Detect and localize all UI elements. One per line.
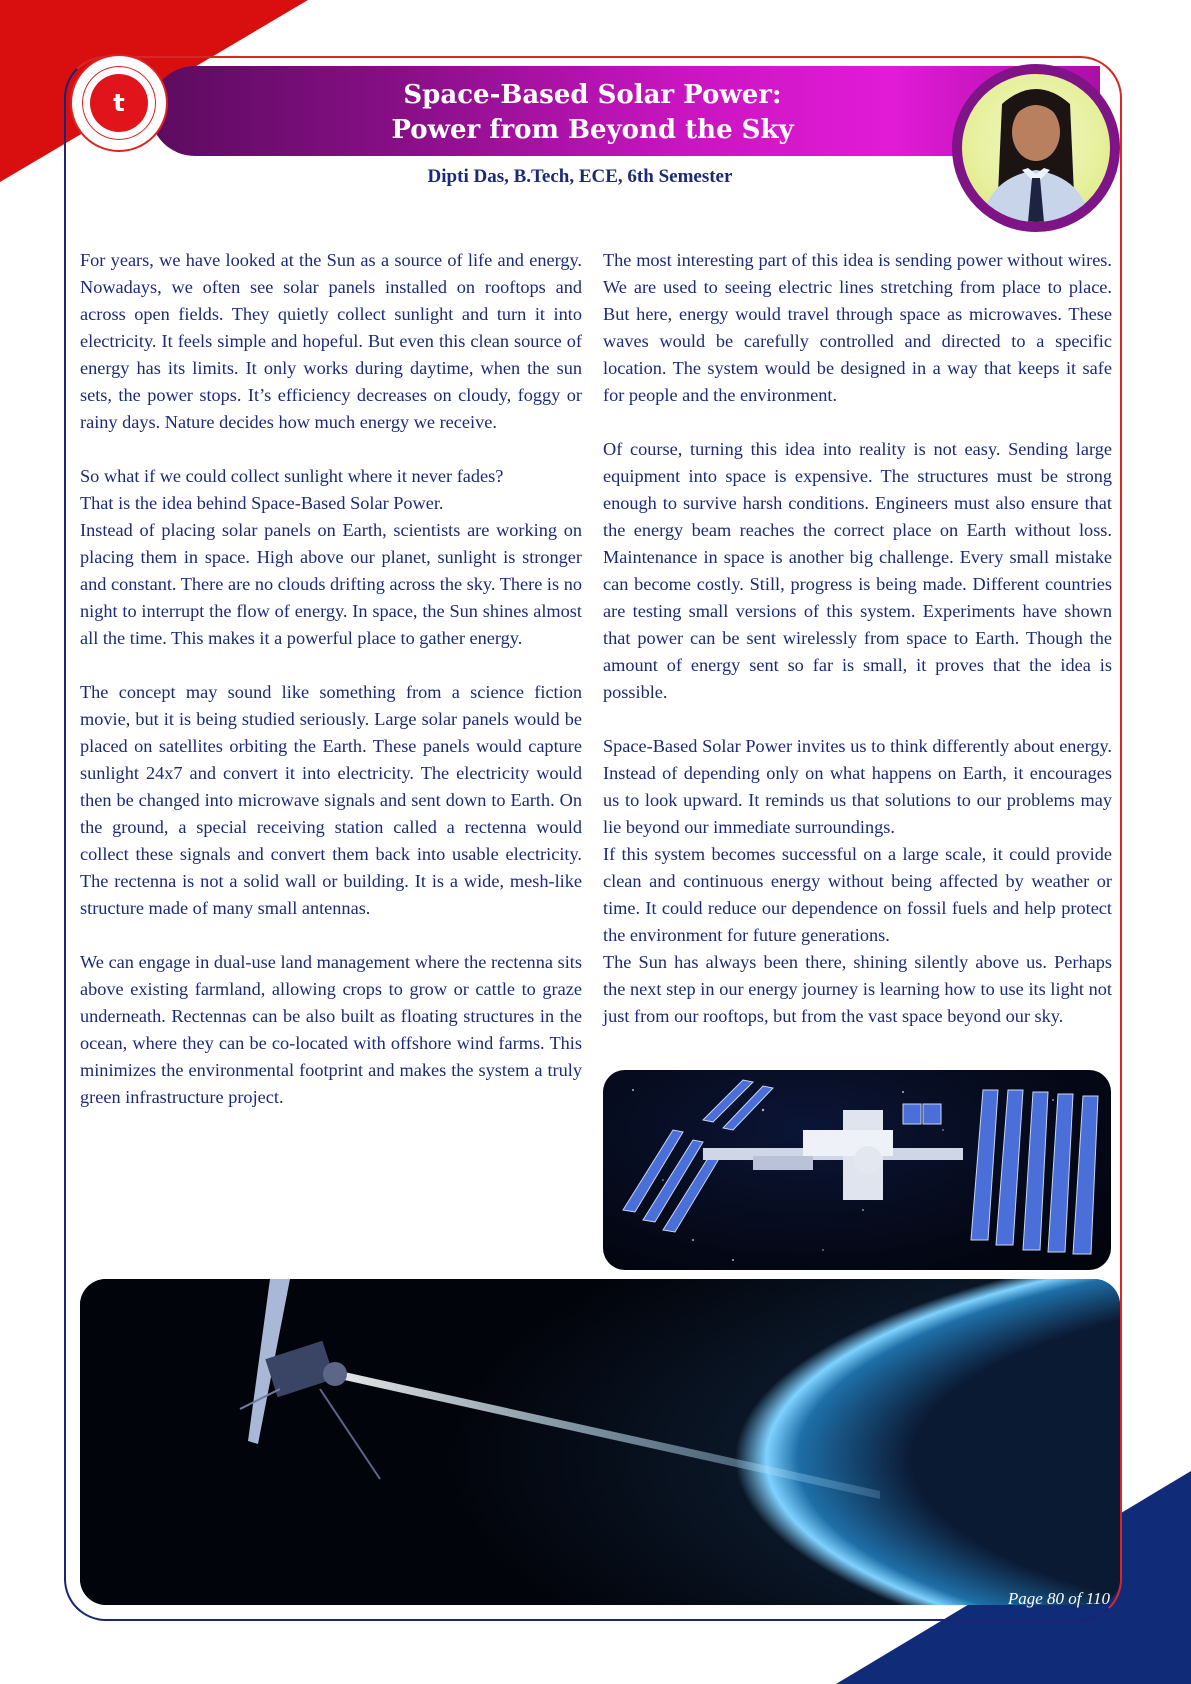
paragraph: The Sun has always been there, shining silently above us. Perhaps the next step in our energy journey is learning how to use its light not just from our rooftops, but from the vast space beyond our sky. (603, 952, 1112, 1026)
college-seal-icon (70, 54, 168, 152)
author-line: Dipti Das, B.Tech, ECE, 6th Semester (427, 166, 733, 187)
paragraph: Space-Based Solar Power invites us to think differently about energy. Instead of depending only on what happens on Earth, it encourages us to look upward. It reminds us that solutions to our problems may lie beyond our immediate surroundings. (603, 736, 1112, 837)
seal-mark: t (113, 89, 125, 117)
satellite-beam-image (80, 1279, 1120, 1605)
paragraph: So what if we could collect sunlight where it never fades? (80, 466, 504, 486)
author-photo (952, 64, 1120, 232)
article-right-column (603, 247, 1112, 1030)
space-station-image (603, 1070, 1111, 1270)
space-station-icon (603, 1070, 1111, 1270)
seal-center (90, 74, 148, 132)
paragraph: The concept may sound like something from a science fiction movie, but it is being studied seriously. Large solar panels would be placed on satellites orbiting the Earth. These panels would capture sunlight 24x7 and convert it into electricity. The electricity would then be changed into microwave signals and sent down to Earth. On the ground, a special receiving station called a rectenna would collect these signals and convert them back into usable electricity. The rectenna is not a solid wall or building. It is a wide, mesh-like structure made of many small antennas. (80, 682, 582, 918)
satellite-beam-icon (80, 1279, 1120, 1605)
paragraph: For years, we have looked at the Sun as a source of life and energy. Nowadays, we often see solar panels installed on rooftops and across open fields. They quietly collect sunlight and turn it into electricity. It feels simple and hopeful. But even this clean source of energy has its limits. It only works during daytime, when the sun sets, the power stops. It’s efficiency decreases on cloudy, foggy or rainy days. Nature decides how much energy we receive. (80, 250, 582, 432)
paragraph: If this system becomes successful on a large scale, it could provide clean and continuous energy without being affected by weather or time. It could reduce our dependence on fossil fuels and help protect the environment for future generations. (603, 844, 1112, 945)
title-line-1: Space-Based Solar Power: (403, 80, 782, 110)
page-number: Page 80 of 110 (1007, 1589, 1110, 1608)
paragraph: Instead of placing solar panels on Earth, scientists are working on placing them in space. High above our planet, sunlight is stronger and constant. There are no clouds drifting across the sky. There is no night to interrupt the flow of energy. In space, the Sun shines almost all the time. This makes it a powerful place to gather energy. (80, 520, 582, 648)
paragraph: That is the idea behind Space-Based Solar Power. (80, 493, 444, 513)
article-left-column (80, 247, 582, 1111)
paragraph: We can engage in dual-use land management where the rectenna sits above existing farmland, allowing crops to grow or cattle to graze underneath. Rectennas can be also built as floating structures in the ocean, where they can be co-located with offshore wind farms. This minimizes the environmental footprint and makes the system a truly green infrastructure project. (80, 952, 582, 1107)
paragraph: Of course, turning this idea into reality is not easy. Sending large equipment into space is expensive. The structures must be strong enough to survive harsh conditions. Engineers must also ensure that the energy beam reaches the correct place on Earth without loss. Maintenance in space is another big challenge. Every small mistake can become costly. Still, progress is being made. Different countries are testing small versions of this system. Experiments have shown that power can be sent wirelessly from space to Earth. Though the amount of energy sent so far is small, it proves that the idea is possible. (603, 439, 1112, 702)
title-line-2: Power from Beyond the Sky (391, 115, 794, 145)
author-portrait-icon (962, 74, 1110, 222)
page-title (360, 78, 825, 148)
paragraph: The most interesting part of this idea is sending power without wires. We are used to seeing electric lines stretching from place to place. But here, energy would travel through space as microwaves. These waves would be carefully controlled and directed to a specific location. The system would be designed in a way that keeps it safe for people and the environment. (603, 250, 1112, 405)
